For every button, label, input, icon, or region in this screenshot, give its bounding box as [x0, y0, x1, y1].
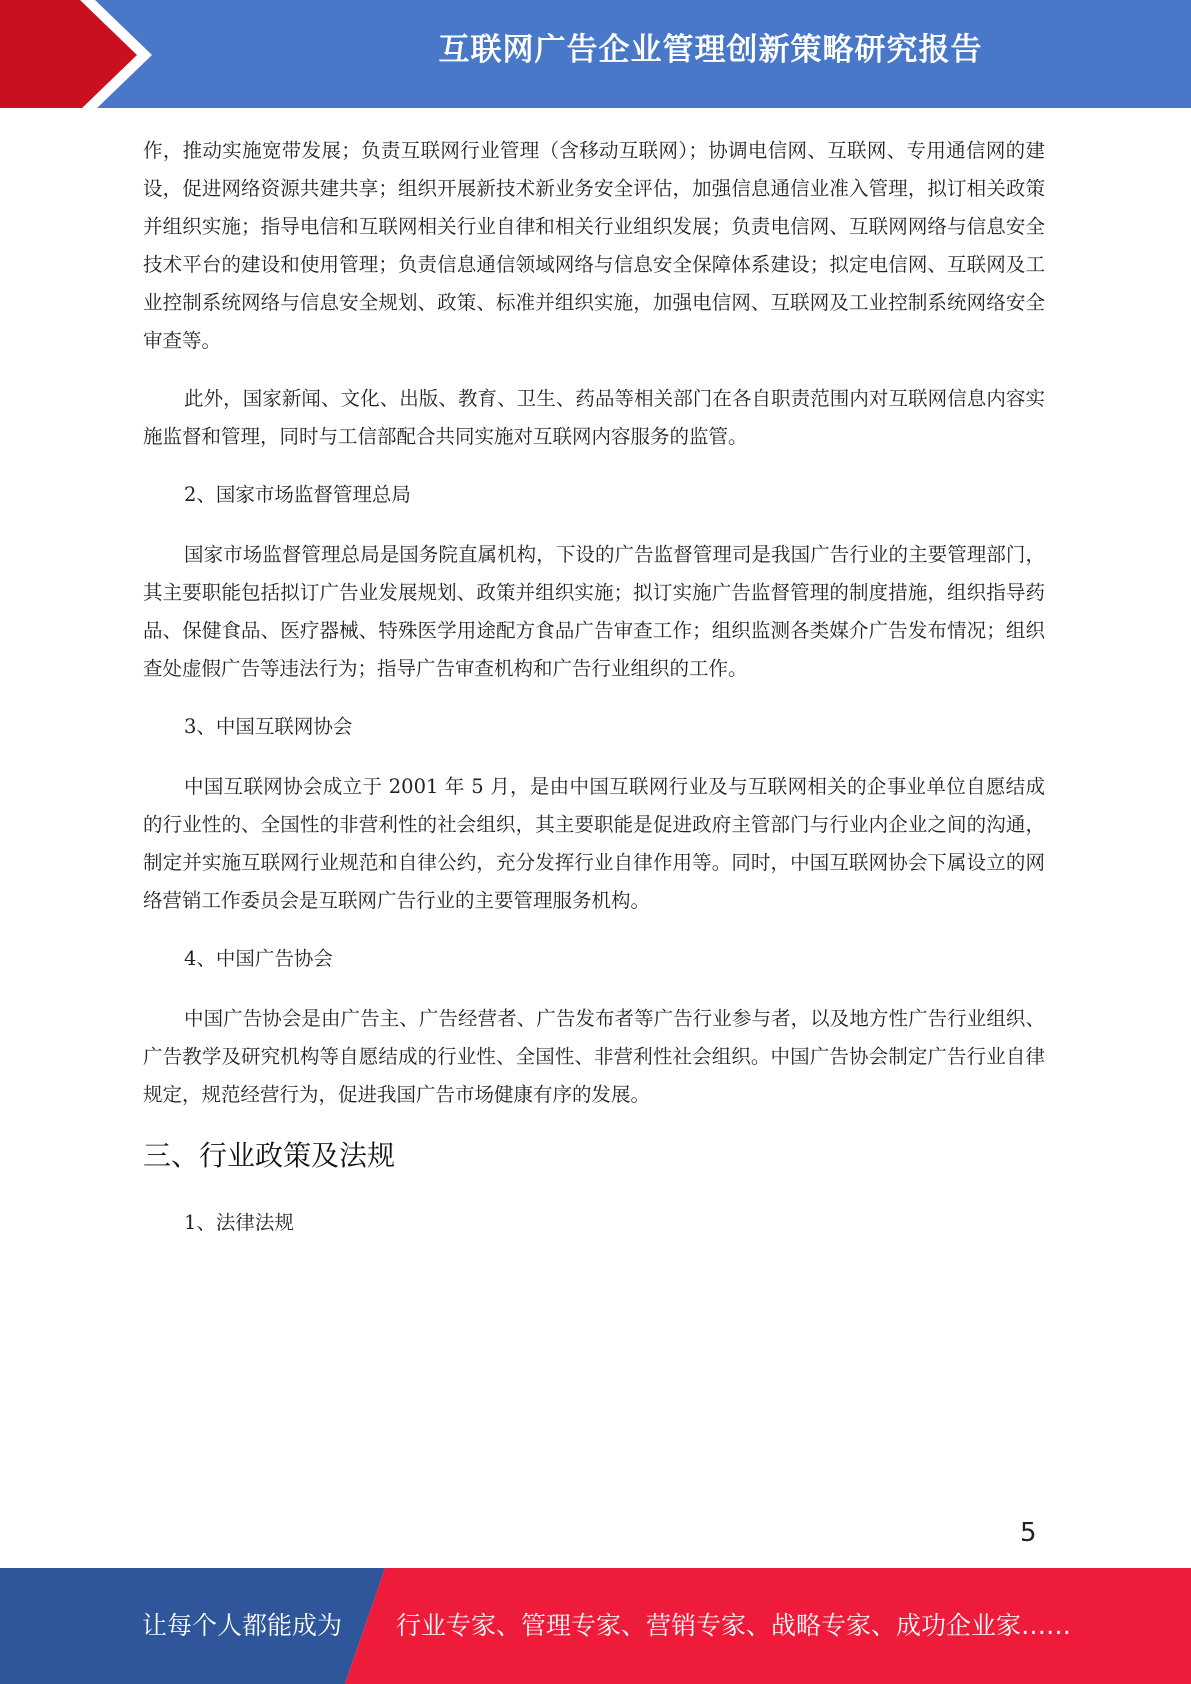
page-number: 5	[1020, 1518, 1037, 1548]
paragraph-samr: 国家市场监督管理总局是国务院直属机构，下设的广告监督管理司是我国广告行业的主要管理部门，其主要职能包括拟订广告业发展规划、政策并组织实施；拟订实施广告监督管理的制度措施，组织指导药品、保健食品、医疗器械、特殊医学用途配方食品广告审查工作；组织监测各类媒介广告发布情况；组织查处虚假广告等违法行为；指导广告审查机构和广告行业组织的工作。	[143, 543, 1045, 680]
page-header	[0, 0, 1191, 110]
paragraph-other-departments: 此外，国家新闻、文化、出版、教育、卫生、药品等相关部门在各自职责范围内对互联网信息内容实施监督和管理，同时与工信部配合共同实施对互联网内容服务的监管。	[143, 387, 1045, 448]
footer-slogan-left: 让每个人都能成为	[142, 1611, 343, 1640]
subheading-samr: 2、国家市场监督管理总局	[184, 483, 411, 506]
page-content	[143, 132, 1045, 1264]
footer-slogan-right: 行业专家、管理专家、营销专家、战略专家、成功企业家……	[396, 1611, 1072, 1640]
section-heading-policy: 三、行业政策及法规	[143, 1139, 396, 1172]
paragraph-caa: 中国广告协会是由广告主、广告经营者、广告发布者等广告行业参与者，以及地方性广告行业组织、广告教学及研究机构等自愿结成的行业性、全国性、非营利性社会组织。中国广告协会制定广告行业自律规定，规范经营行为，促进我国广告市场健康有序的发展。	[143, 1007, 1045, 1106]
paragraph-ministry-duties: 作，推动实施宽带发展；负责互联网行业管理（含移动互联网）；协调电信网、互联网、专用通信网的建设，促进网络资源共建共享；组织开展新技术新业务安全评估，加强信息通信业准入管理，拟订相关政策并组织实施；指导电信和互联网相关行业自律和相关行业组织发展；负责电信网、互联网网络与信息安全技术平台的建设和使用管理；负责信息通信领域网络与信息安全保障体系建设；拟定电信网、互联网及工业控制系统网络与信息安全规划、政策、标准并组织实施，加强电信网、互联网及工业控制系统网络安全审查等。	[143, 139, 1045, 352]
subheading-isc: 3、中国互联网协会	[184, 715, 353, 738]
paragraph-isc: 中国互联网协会成立于 2001 年 5 月，是由中国互联网行业及与互联网相关的企事业单位自愿结成的行业性的、全国性的非营利性的社会组织，其主要职能是促进政府主管部门与行业内企业之间的沟通，制定并实施互联网行业规范和自律公约，充分发挥行业自律作用等。同时，中国互联网协会下属设立的网络营销工作委员会是互联网广告行业的主要管理服务机构。	[143, 775, 1045, 912]
page-footer	[0, 1568, 1191, 1684]
subheading-laws: 1、法律法规	[184, 1211, 294, 1234]
subheading-caa: 4、中国广告协会	[184, 947, 333, 970]
header-title: 互联网广告企业管理创新策略研究报告	[438, 32, 983, 68]
